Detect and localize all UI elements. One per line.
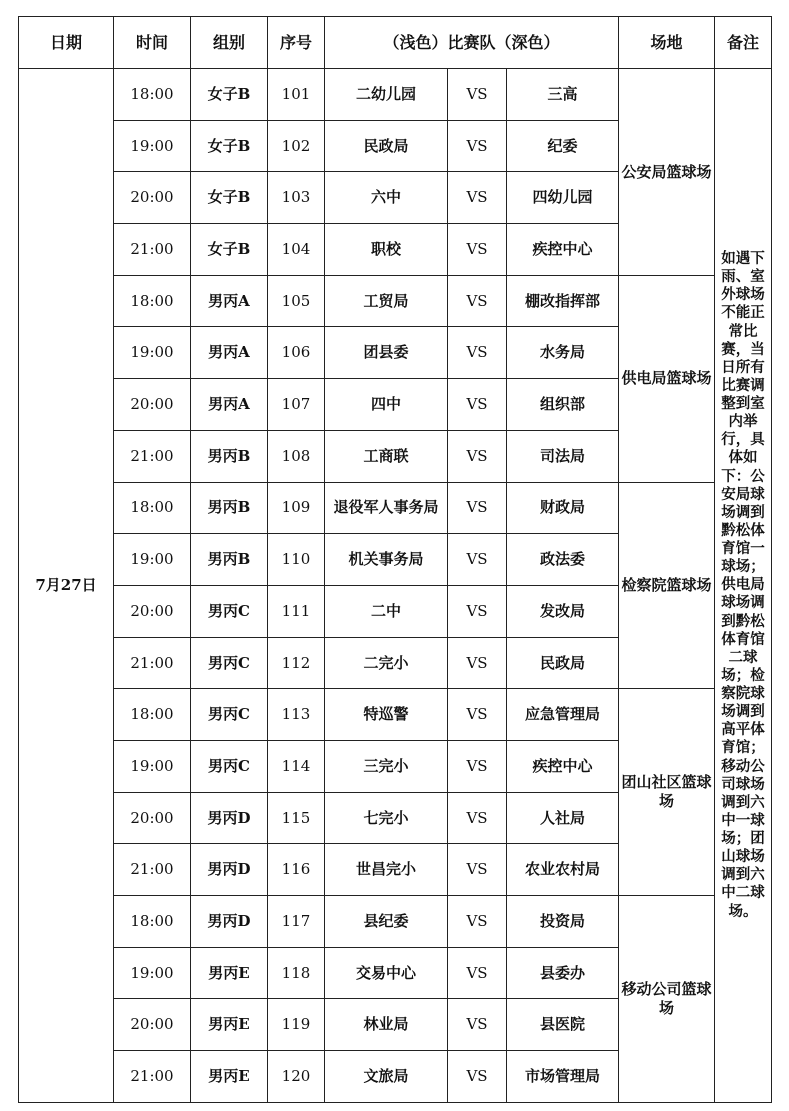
venue-name: 移动公司篮球场 <box>619 896 715 1103</box>
match-group: 男丙C <box>191 637 268 689</box>
away-team: 四幼儿园 <box>507 172 619 224</box>
header-teams: （浅色）比赛队（深色） <box>325 17 619 69</box>
home-team: 三完小 <box>325 740 448 792</box>
away-team: 组织部 <box>507 379 619 431</box>
match-group: 女子B <box>191 172 268 224</box>
vs-label: VS <box>448 275 507 327</box>
match-time: 21:00 <box>114 844 191 896</box>
match-group: 男丙B <box>191 430 268 482</box>
vs-label: VS <box>448 327 507 379</box>
match-group: 男丙D <box>191 844 268 896</box>
table-row <box>19 689 772 741</box>
home-team: 退役军人事务局 <box>325 482 448 534</box>
match-time: 20:00 <box>114 792 191 844</box>
match-time: 18:00 <box>114 69 191 121</box>
venue-name: 检察院篮球场 <box>619 482 715 689</box>
table-row <box>19 69 772 121</box>
match-group: 男丙E <box>191 947 268 999</box>
vs-label: VS <box>448 637 507 689</box>
table-row <box>19 482 772 534</box>
match-time: 19:00 <box>114 947 191 999</box>
match-seq: 117 <box>268 896 325 948</box>
vs-label: VS <box>448 430 507 482</box>
match-seq: 116 <box>268 844 325 896</box>
away-team: 应急管理局 <box>507 689 619 741</box>
schedule-body <box>19 69 772 1103</box>
match-group: 男丙D <box>191 896 268 948</box>
table-row <box>19 896 772 948</box>
away-team: 政法委 <box>507 534 619 586</box>
vs-label: VS <box>448 585 507 637</box>
home-team: 机关事务局 <box>325 534 448 586</box>
home-team: 民政局 <box>325 120 448 172</box>
match-time: 21:00 <box>114 224 191 276</box>
header-date: 日期 <box>19 17 114 69</box>
match-time: 19:00 <box>114 740 191 792</box>
match-time: 20:00 <box>114 172 191 224</box>
venue-name: 供电局篮球场 <box>619 275 715 482</box>
match-time: 21:00 <box>114 430 191 482</box>
match-seq: 107 <box>268 379 325 431</box>
header-time: 时间 <box>114 17 191 69</box>
match-time: 20:00 <box>114 379 191 431</box>
match-seq: 104 <box>268 224 325 276</box>
vs-label: VS <box>448 792 507 844</box>
away-team: 农业农村局 <box>507 844 619 896</box>
vs-label: VS <box>448 947 507 999</box>
vs-label: VS <box>448 896 507 948</box>
header-note: 备注 <box>715 17 772 69</box>
match-seq: 112 <box>268 637 325 689</box>
vs-label: VS <box>448 172 507 224</box>
away-team: 疾控中心 <box>507 740 619 792</box>
match-seq: 115 <box>268 792 325 844</box>
header-group: 组别 <box>191 17 268 69</box>
match-seq: 105 <box>268 275 325 327</box>
match-time: 21:00 <box>114 1051 191 1103</box>
vs-label: VS <box>448 999 507 1051</box>
vs-label: VS <box>448 844 507 896</box>
home-team: 四中 <box>325 379 448 431</box>
schedule-table <box>18 16 772 1103</box>
match-seq: 102 <box>268 120 325 172</box>
match-group: 男丙B <box>191 482 268 534</box>
match-group: 男丙E <box>191 999 268 1051</box>
vs-label: VS <box>448 534 507 586</box>
home-team: 县纪委 <box>325 896 448 948</box>
away-team: 纪委 <box>507 120 619 172</box>
match-time: 18:00 <box>114 482 191 534</box>
vs-label: VS <box>448 69 507 121</box>
match-seq: 111 <box>268 585 325 637</box>
match-time: 19:00 <box>114 120 191 172</box>
match-group: 男丙D <box>191 792 268 844</box>
match-group: 女子B <box>191 224 268 276</box>
table-row <box>19 275 772 327</box>
away-team: 投资局 <box>507 896 619 948</box>
match-seq: 108 <box>268 430 325 482</box>
home-team: 特巡警 <box>325 689 448 741</box>
away-team: 发改局 <box>507 585 619 637</box>
match-seq: 103 <box>268 172 325 224</box>
match-time: 19:00 <box>114 327 191 379</box>
home-team: 工贸局 <box>325 275 448 327</box>
away-team: 棚改指挥部 <box>507 275 619 327</box>
header-seq: 序号 <box>268 17 325 69</box>
away-team: 三高 <box>507 69 619 121</box>
match-seq: 118 <box>268 947 325 999</box>
venue-name: 团山社区篮球场 <box>619 689 715 896</box>
away-team: 县委办 <box>507 947 619 999</box>
vs-label: VS <box>448 689 507 741</box>
venue-name: 公安局篮球场 <box>619 69 715 276</box>
home-team: 林业局 <box>325 999 448 1051</box>
away-team: 市场管理局 <box>507 1051 619 1103</box>
home-team: 六中 <box>325 172 448 224</box>
match-time: 18:00 <box>114 689 191 741</box>
away-team: 疾控中心 <box>507 224 619 276</box>
match-seq: 101 <box>268 69 325 121</box>
match-group: 男丙C <box>191 689 268 741</box>
match-group: 男丙B <box>191 534 268 586</box>
home-team: 七完小 <box>325 792 448 844</box>
match-seq: 114 <box>268 740 325 792</box>
match-seq: 113 <box>268 689 325 741</box>
remark-note: 如遇下雨、室外球场不能正常比赛，当日所有比赛调整到室内举行，具体如下：公安局球场调到黔松体育馆一球场；供电局球场调到黔松体育馆二球场；检察院球场调到高平体育馆；移动公司球场调到六中一球场；团山球场调到六中二球场。 <box>715 69 772 1103</box>
match-group: 女子B <box>191 69 268 121</box>
vs-label: VS <box>448 1051 507 1103</box>
match-group: 女子B <box>191 120 268 172</box>
away-team: 县医院 <box>507 999 619 1051</box>
vs-label: VS <box>448 482 507 534</box>
home-team: 文旅局 <box>325 1051 448 1103</box>
home-team: 二幼儿园 <box>325 69 448 121</box>
vs-label: VS <box>448 120 507 172</box>
match-time: 18:00 <box>114 275 191 327</box>
match-seq: 120 <box>268 1051 325 1103</box>
match-time: 21:00 <box>114 637 191 689</box>
away-team: 司法局 <box>507 430 619 482</box>
home-team: 团县委 <box>325 327 448 379</box>
home-team: 职校 <box>325 224 448 276</box>
header-venue: 场地 <box>619 17 715 69</box>
match-group: 男丙A <box>191 379 268 431</box>
home-team: 二完小 <box>325 637 448 689</box>
vs-label: VS <box>448 224 507 276</box>
match-seq: 106 <box>268 327 325 379</box>
home-team: 二中 <box>325 585 448 637</box>
away-team: 水务局 <box>507 327 619 379</box>
header-row <box>19 17 772 69</box>
match-time: 20:00 <box>114 585 191 637</box>
away-team: 财政局 <box>507 482 619 534</box>
vs-label: VS <box>448 740 507 792</box>
home-team: 交易中心 <box>325 947 448 999</box>
vs-label: VS <box>448 379 507 431</box>
match-time: 19:00 <box>114 534 191 586</box>
match-seq: 109 <box>268 482 325 534</box>
away-team: 民政局 <box>507 637 619 689</box>
home-team: 工商联 <box>325 430 448 482</box>
away-team: 人社局 <box>507 792 619 844</box>
match-group: 男丙C <box>191 585 268 637</box>
match-group: 男丙E <box>191 1051 268 1103</box>
home-team: 世昌完小 <box>325 844 448 896</box>
match-seq: 119 <box>268 999 325 1051</box>
match-time: 18:00 <box>114 896 191 948</box>
match-group: 男丙C <box>191 740 268 792</box>
match-group: 男丙A <box>191 327 268 379</box>
match-time: 20:00 <box>114 999 191 1051</box>
match-seq: 110 <box>268 534 325 586</box>
match-date: 7月27日 <box>19 69 114 1103</box>
match-group: 男丙A <box>191 275 268 327</box>
